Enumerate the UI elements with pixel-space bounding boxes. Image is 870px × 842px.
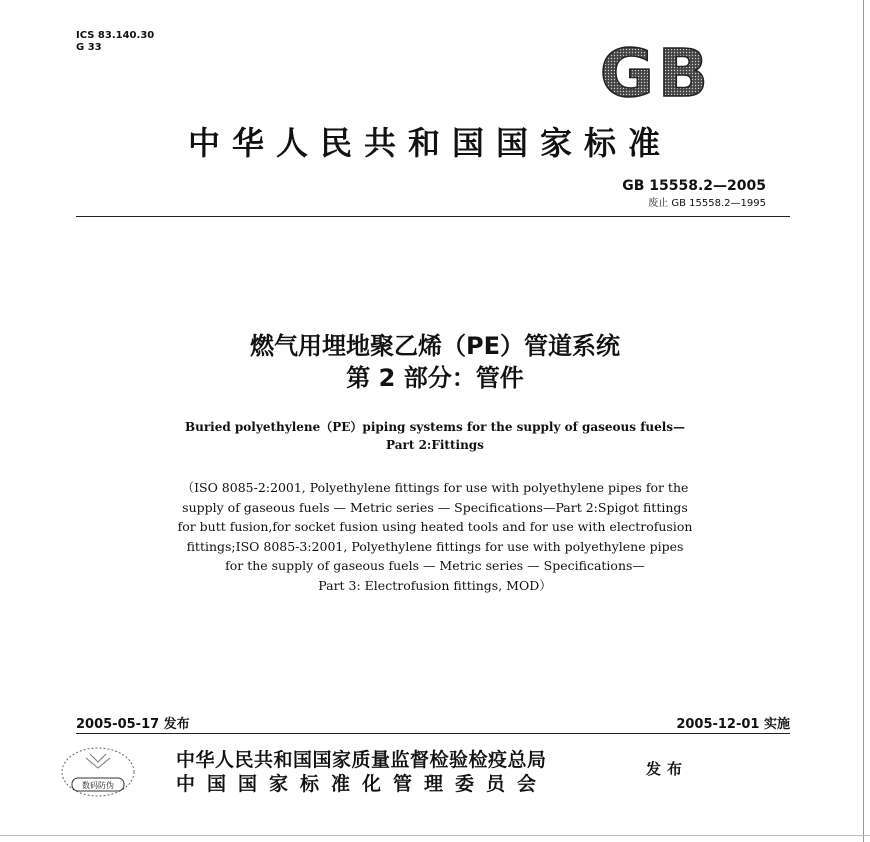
iso-reference-line: for the supply of gaseous fuels — Metric series — Specifications—	[225, 558, 645, 573]
chinese-title-line-2: 第 2 部分：管件	[346, 364, 524, 392]
header-divider	[76, 216, 790, 217]
issue-label: 发布	[646, 760, 689, 778]
standard-number: GB 15558.2—2005	[622, 178, 766, 194]
gb-logo-text: GB	[599, 42, 713, 102]
page-edge-bottom	[0, 835, 870, 836]
standard-number-block	[622, 178, 766, 209]
chinese-title-line-1: 燃气用埋地聚乙烯（PE）管道系统	[250, 332, 620, 360]
anti-counterfeit-seal-icon	[58, 744, 138, 800]
ics-code: ICS 83.140.30	[76, 30, 155, 41]
iso-reference-line: （ISO 8085-2:2001, Polyethylene fittings for use with polyethylene pipes for the	[181, 480, 689, 495]
issuer-sac: 中国国家标准化管理委员会	[176, 773, 549, 795]
english-title-line-2: Part 2:Fittings	[386, 438, 484, 452]
publish-date: 2005-05-17 发布	[76, 717, 190, 732]
footer-divider	[76, 733, 790, 734]
iso-reference-line: for butt fusion,for socket fusion using heated tools and for use with electrofusion	[177, 519, 693, 534]
classification-codes	[76, 30, 154, 54]
seal-text: 数码防伪	[82, 781, 114, 790]
national-standard-title: 中华人民共和国国家标准	[187, 124, 672, 162]
page-edge-right	[863, 0, 864, 842]
chinese-title	[40, 330, 830, 394]
iso-reference-line: Part 3: Electrofusion fittings, MOD）	[318, 577, 552, 593]
issuer-aqsiq: 中华人民共和国国家质量监督检验检疫总局	[176, 749, 547, 771]
english-title	[40, 418, 830, 454]
implementation-date: 2005-12-01 实施	[676, 717, 790, 732]
replaced-standard: 废止 GB 15558.2—1995	[648, 198, 766, 209]
iso-reference-line: fittings;ISO 8085-3:2001, Polyethylene fittings for use with polyethylene pipes	[186, 538, 684, 554]
english-title-line-1: Buried polyethylene（PE）piping systems for the supply of gaseous fuels—	[184, 420, 686, 434]
iso-reference-line: supply of gaseous fuels — Metric series — Specifications—Part 2:Spigot fittings	[182, 499, 688, 515]
ccs-code: G 33	[76, 42, 102, 53]
iso-reference	[60, 478, 810, 595]
issuing-authorities	[176, 748, 548, 796]
gb-logo	[568, 42, 744, 102]
